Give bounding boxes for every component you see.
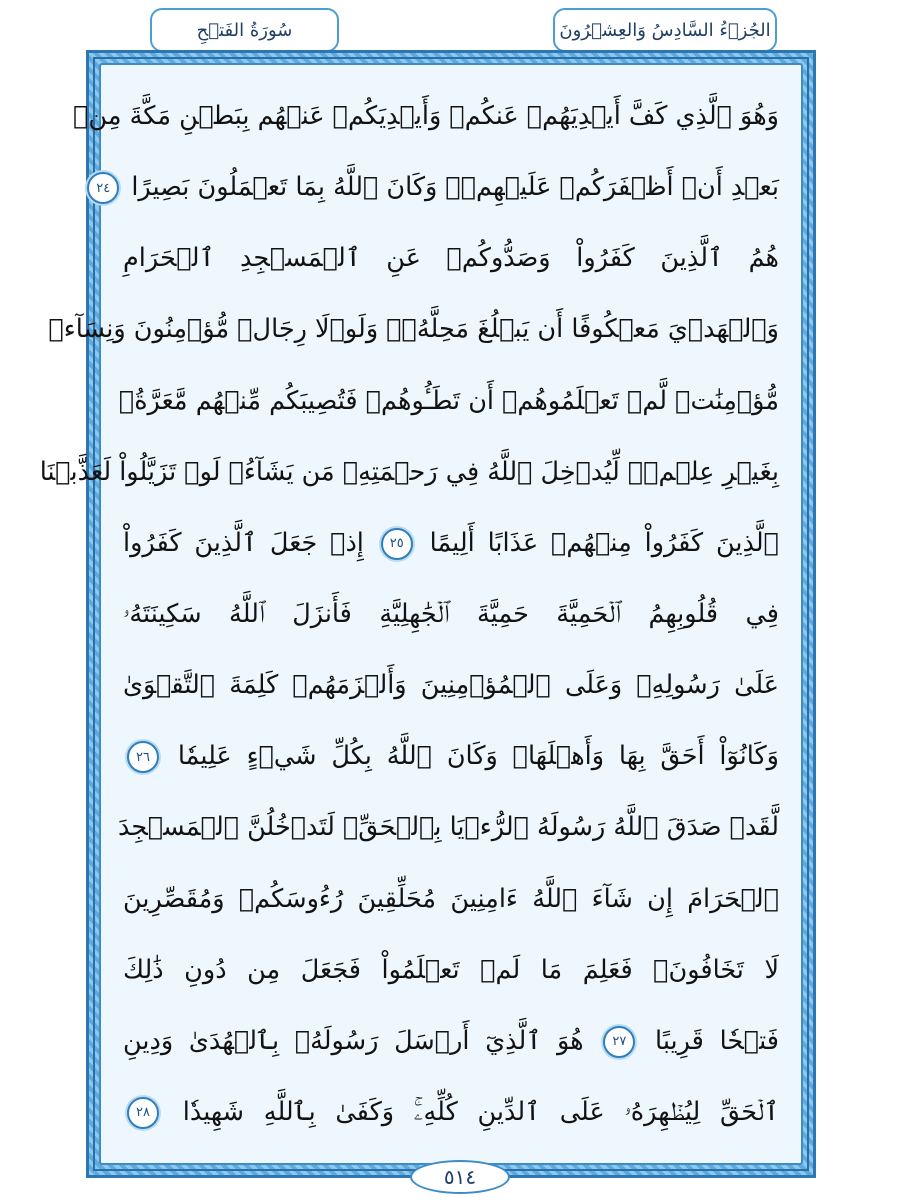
verse-line-7 xyxy=(123,510,779,576)
page-frame xyxy=(39,50,816,1178)
surah-name-label xyxy=(150,8,339,52)
verse-line-4 xyxy=(48,296,779,362)
verse-line-8 xyxy=(123,581,779,647)
ayah-number-marker: ٢٥ xyxy=(381,528,413,560)
verse-line-11 xyxy=(118,794,779,860)
line-text: لَّقَدۡ صَدَقَ ٱللَّهُ رَسُولَهُ ٱلرُّءۡيَا بِٱلۡحَقِّۖ لَتَدۡخُلُنَّ ٱلۡمَسۡجِدَ xyxy=(118,812,779,843)
ayah-number-marker: ٢٤ xyxy=(87,172,119,204)
verse-line-6 xyxy=(39,439,779,505)
verse-line-3 xyxy=(123,225,779,291)
ayah-number-marker: ٢٨ xyxy=(127,1097,159,1129)
line-text: فَتۡحٗا قَرِيبًا xyxy=(655,1025,779,1056)
line-text: ٱلۡحَرَامَ إِن شَآءَ ٱللَّهُ ءَامِنِينَ مُحَلِّقِينَ رُءُوسَكُمۡ وَمُقَصِّرِينَ xyxy=(123,883,779,914)
line-text: وَهُوَ ٱلَّذِي كَفَّ أَيۡدِيَهُمۡ عَنكُمۡ وَأَيۡدِيَكُمۡ عَنۡهُم بِبَطۡنِ مَكَّةَ مِنۢ xyxy=(73,101,779,131)
line-text: ٱلۡحَقِّ لِيُظۡهِرَهُۥ عَلَى ٱلدِّينِ كُلِّهِۦۚ وَكَفَىٰ بِٱللَّهِ شَهِيدٗا xyxy=(182,1096,779,1127)
verse-line-12 xyxy=(123,866,779,932)
line-text: هُمُ ٱلَّذِينَ كَفَرُواْ وَصَدُّوكُمۡ عَنِ ٱلۡمَسۡجِدِ ٱلۡحَرَامِ xyxy=(123,243,779,274)
juz-name-label xyxy=(553,8,777,52)
verse-line-2 xyxy=(96,154,779,220)
line-text-after: إِذۡ جَعَلَ ٱلَّذِينَ كَفَرُواْ xyxy=(123,527,364,558)
line-text: بَعۡدِ أَنۡ أَظۡفَرَكُمۡ عَلَيۡهِمۡۚ وَكَانَ ٱللَّهُ بِمَا تَعۡمَلُونَ بَصِيرًا xyxy=(131,172,779,203)
line-text-after: هُوَ ٱلَّذِيٓ أَرۡسَلَ رَسُولَهُۥ بِٱلۡهُدَىٰ وَدِينِ xyxy=(123,1025,584,1056)
verse-line-9 xyxy=(123,652,779,718)
line-text: لَا تَخَافُونَۖ فَعَلِمَ مَا لَمۡ تَعۡلَمُواْ فَجَعَلَ مِن دُونِ ذَٰلِكَ xyxy=(123,954,779,985)
ayah-number-marker: ٢٦ xyxy=(127,741,159,773)
verse-line-10 xyxy=(123,723,779,789)
verse-line-14 xyxy=(123,1008,779,1074)
verse-line-5 xyxy=(118,368,779,434)
ayah-number-marker: ٢٧ xyxy=(603,1026,635,1058)
page-number: ٥١٤ xyxy=(443,1165,477,1189)
text-panel xyxy=(39,63,803,1165)
line-text: وَكَانُوٓاْ أَحَقَّ بِهَا وَأَهۡلَهَاۚ وَكَانَ ٱللَّهُ بِكُلِّ شَيۡءٍ عَلِيمٗا xyxy=(177,741,779,772)
line-text: فِي قُلُوبِهِمُ ٱلۡحَمِيَّةَ حَمِيَّةَ ٱلۡجَٰهِلِيَّةِ فَأَنزَلَ ٱللَّهُ سَكِينَتَهُۥ xyxy=(123,598,779,629)
line-text: ٱلَّذِينَ كَفَرُواْ مِنۡهُمۡ عَذَابًا أَلِيمًا xyxy=(429,527,779,558)
line-text: وَٱلۡهَدۡيَ مَعۡكُوفًا أَن يَبۡلُغَ مَحِلَّهُۥۚ وَلَوۡلَا رِجَالٞ مُّؤۡمِنُونَ وَنِسَآءٞ xyxy=(48,314,779,345)
juz-name-text: الجُزۡءُ السَّادِسُ وَالعِشۡرُونَ xyxy=(559,19,771,41)
line-text: مُّؤۡمِنَٰتٞ لَّمۡ تَعۡلَمُوهُمۡ أَن تَطَـُٔوهُمۡ فَتُصِيبَكُم مِّنۡهُم مَّعَرَّةُۢ xyxy=(118,385,779,416)
verse-line-13 xyxy=(123,937,779,1003)
verse-line-1 xyxy=(73,83,779,149)
page-number-badge xyxy=(410,1160,510,1194)
line-text: عَلَىٰ رَسُولِهِۦ وَعَلَى ٱلۡمُؤۡمِنِينَ وَأَلۡزَمَهُمۡ كَلِمَةَ ٱلتَّقۡوَىٰ xyxy=(123,670,779,701)
verse-line-15 xyxy=(123,1079,779,1145)
line-text: بِغَيۡرِ عِلۡمٖۖ لِّيُدۡخِلَ ٱللَّهُ فِي رَحۡمَتِهِۦ مَن يَشَآءُۚ لَوۡ تَزَيَّلُواْ لَعَذَّبۡنَا xyxy=(39,456,779,487)
surah-name-text: سُورَةُ الفَتۡحِ xyxy=(196,19,293,41)
verse-lines xyxy=(39,83,779,1145)
